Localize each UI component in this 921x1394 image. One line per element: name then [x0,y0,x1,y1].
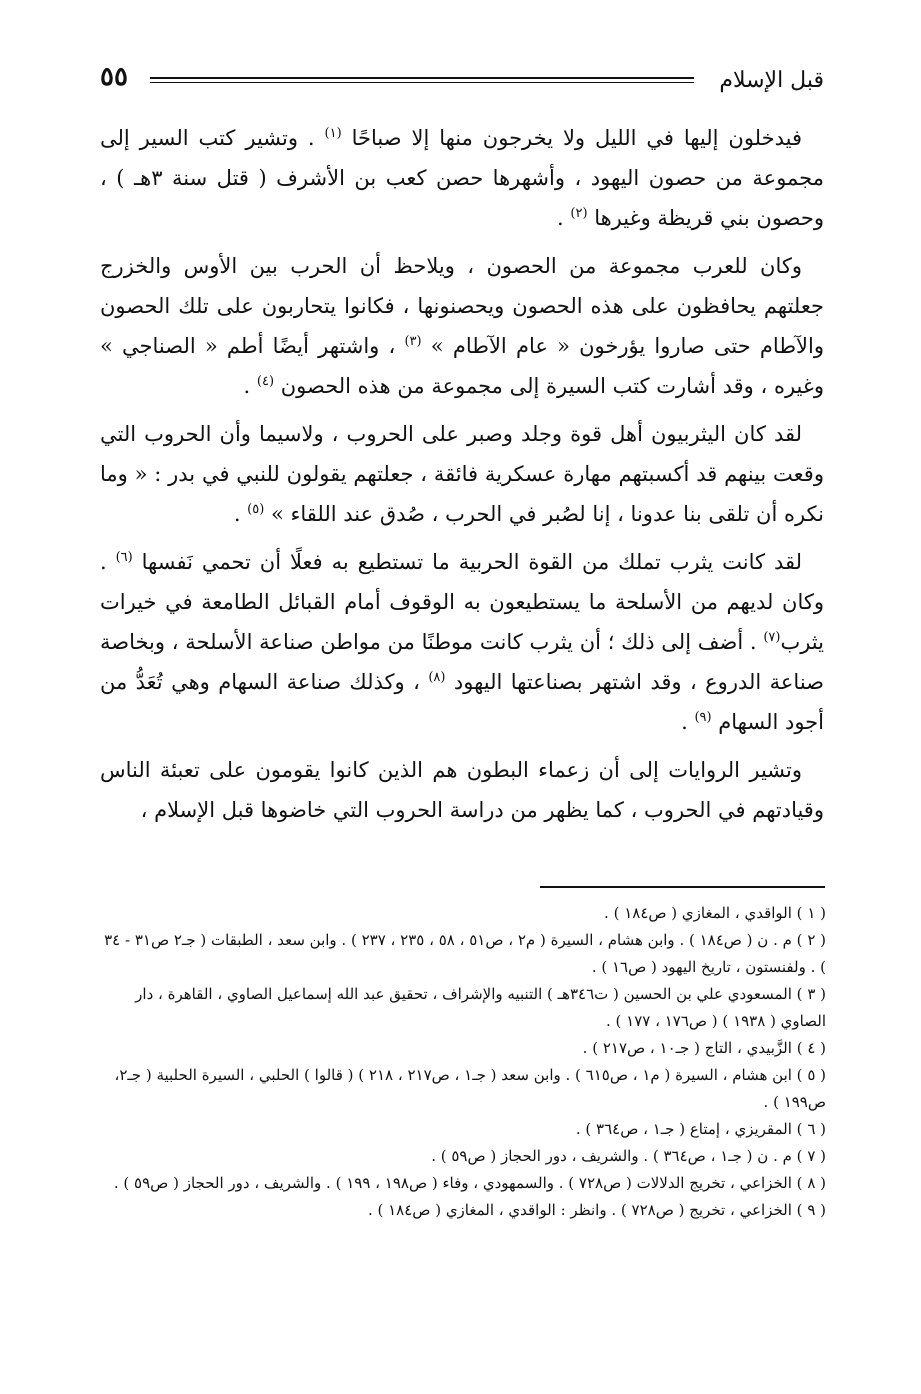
footnote-reference: (٧) [763,630,781,645]
paragraph [100,750,824,830]
footnote: ( ٤ ) الزَّبيدي ، التاج ( جـ١٠ ، ص٢١٧ ) . [582,1039,826,1057]
page-number: ٥٥ [100,62,128,92]
paragraph [100,542,824,742]
body-text [100,118,824,838]
paragraph-text: . وتشير كتب السير إلى مجموعة من حصون اليهود ، وأشهرها حصن كعب بن الأشرف ( قتل سنة ٣هـ ) ، وحصون بني قريظة وغيرها [100,126,824,230]
footnote-reference: (١) [324,126,342,141]
footnote: ( ٨ ) الخزاعي ، تخريج الدلالات ( ص٧٢٨ ) . والسمهودي ، وفاء ( ص١٩٨ ، ١٩٩ ) . والشريف ، دور الحجاز ( ص٥٩ ) . [113,1174,826,1192]
footnote-reference: (٣) [404,334,422,349]
paragraph-text: . [681,710,695,734]
paragraph-text: ، وكذلك صناعة السهام وهي تُعَدُّ من أجود السهام [100,670,824,734]
paragraph-text: . أضف إلى ذلك ؛ أن يثرب كانت موطنًا من مواطن صناعة الأسلحة ، وبخاصة صناعة الدروع ، وقد اشتهر بصناعتها اليهود [100,630,824,694]
footnote: ( ٩ ) الخزاعي ، تخريج ( ص٧٢٨ ) . وانظر : الواقدي ، المغازي ( ص١٨٤ ) . [367,1201,826,1219]
footnote-reference: (٨) [428,670,446,685]
footnote: ( ٥ ) ابن هشام ، السيرة ( م١ ، ص٦١٥ ) . وابن سعد ( جـ١ ، ص٢١٧ ، ٢١٨ ) ( قالوا ) الحلبي ، السيرة الحلبية ( جـ٢، ص١٩٩ ) . [114,1066,826,1111]
paragraph-text: . [557,206,571,230]
paragraph-text: . [233,502,248,526]
footnote: ( ١ ) الواقدي ، المغازي ( ص١٨٤ ) . [604,904,826,922]
paragraph-text: فيدخلون إليها في الليل ولا يخرجون منها إلا صباحًا [341,126,802,150]
paragraph-text: لقد كانت يثرب تملك من القوة الحربية ما تستطيع به فعلًا أن تحمي نَفسها [132,550,802,574]
paragraph-text: . وكان لديهم من الأسلحة ما يستطيعون به الوقوف أمام القبائل الطامعة في خيرات يثرب [100,550,824,654]
footnote-reference: (٩) [694,710,712,725]
paragraph [100,246,824,406]
paragraph-text: لقد كان اليثربيون أهل قوة وجلد وصبر على الحروب ، ولاسيما وأن الحروب التي وقعت بينهم قد أكسبتهم مهارة عسكرية فائقة ، جعلتهم يقولون للنبي في بدر : « وما نكره أن تلقى بنا عدونا ، إنا لصُبر في الحرب ، صُدق عند اللقاء » [100,422,824,526]
page-header [100,62,824,102]
paragraph [100,414,824,534]
footnote: ( ٢ ) م . ن ( ص١٨٤ ) . وابن هشام ، السيرة ( م٢ ، ص٥١ ، ٥٨ ، ٢٣٥ ، ٢٣٧ ) . وابن سعد ، الطبقات ( جـ٢ ص٣١ - ٣٤ ) . ولفنستون ، تاريخ اليهود ( ص١٦ ) . [104,931,826,976]
running-title: قبل الإسلام [719,68,824,93]
paragraph-text: . [243,374,257,398]
paragraph-text: ، واشتهر أيضًا أطم « الصناجي » وغيره ، وقد أشارت كتب السيرة إلى مجموعة من هذه الحصون [100,334,824,398]
footnote-separator [540,886,825,888]
footnote: ( ٦ ) المقريزي ، إمتاع ( جـ١ ، ص٣٦٤ ) . [575,1120,826,1138]
footnote-reference: (٢) [570,206,588,221]
footnote-reference: (٤) [256,374,275,389]
footnote: ( ٧ ) م . ن ( جـ١ ، ص٣٦٤ ) . والشريف ، دور الحجاز ( ص٥٩ ) . [431,1147,826,1165]
paragraph-text: وتشير الروايات إلى أن زعماء البطون هم الذين كانوا يقومون على تعبئة الناس وقيادتهم في الحروب ، كما يظهر من دراسة الحروب التي خاضوها قبل الإسلام ، [100,758,824,822]
header-rule [150,77,694,83]
footnote: ( ٣ ) المسعودي علي بن الحسين ( ت٣٤٦هـ ) التنبيه والإشراف ، تحقيق عبد الله إسماعيل الصاوي ، القاهرة ، دار الصاوي ( ١٩٣٨ ) ( ص١٧٦ ، ١٧٧ ) . [135,985,826,1030]
footnotes [98,900,826,1224]
footnote-reference: (٥) [247,502,265,517]
paragraph [100,118,824,238]
footnote-reference: (٦) [115,550,133,565]
paragraph-text: وكان للعرب مجموعة من الحصون ، ويلاحظ أن الحرب بين الأوس والخزرج جعلتهم يحافظون على هذه الحصون ويحصنونها ، فكانوا يتحاربون على تلك الحصون والآطام حتى صاروا يؤرخون « عام الآطام » [100,254,825,358]
